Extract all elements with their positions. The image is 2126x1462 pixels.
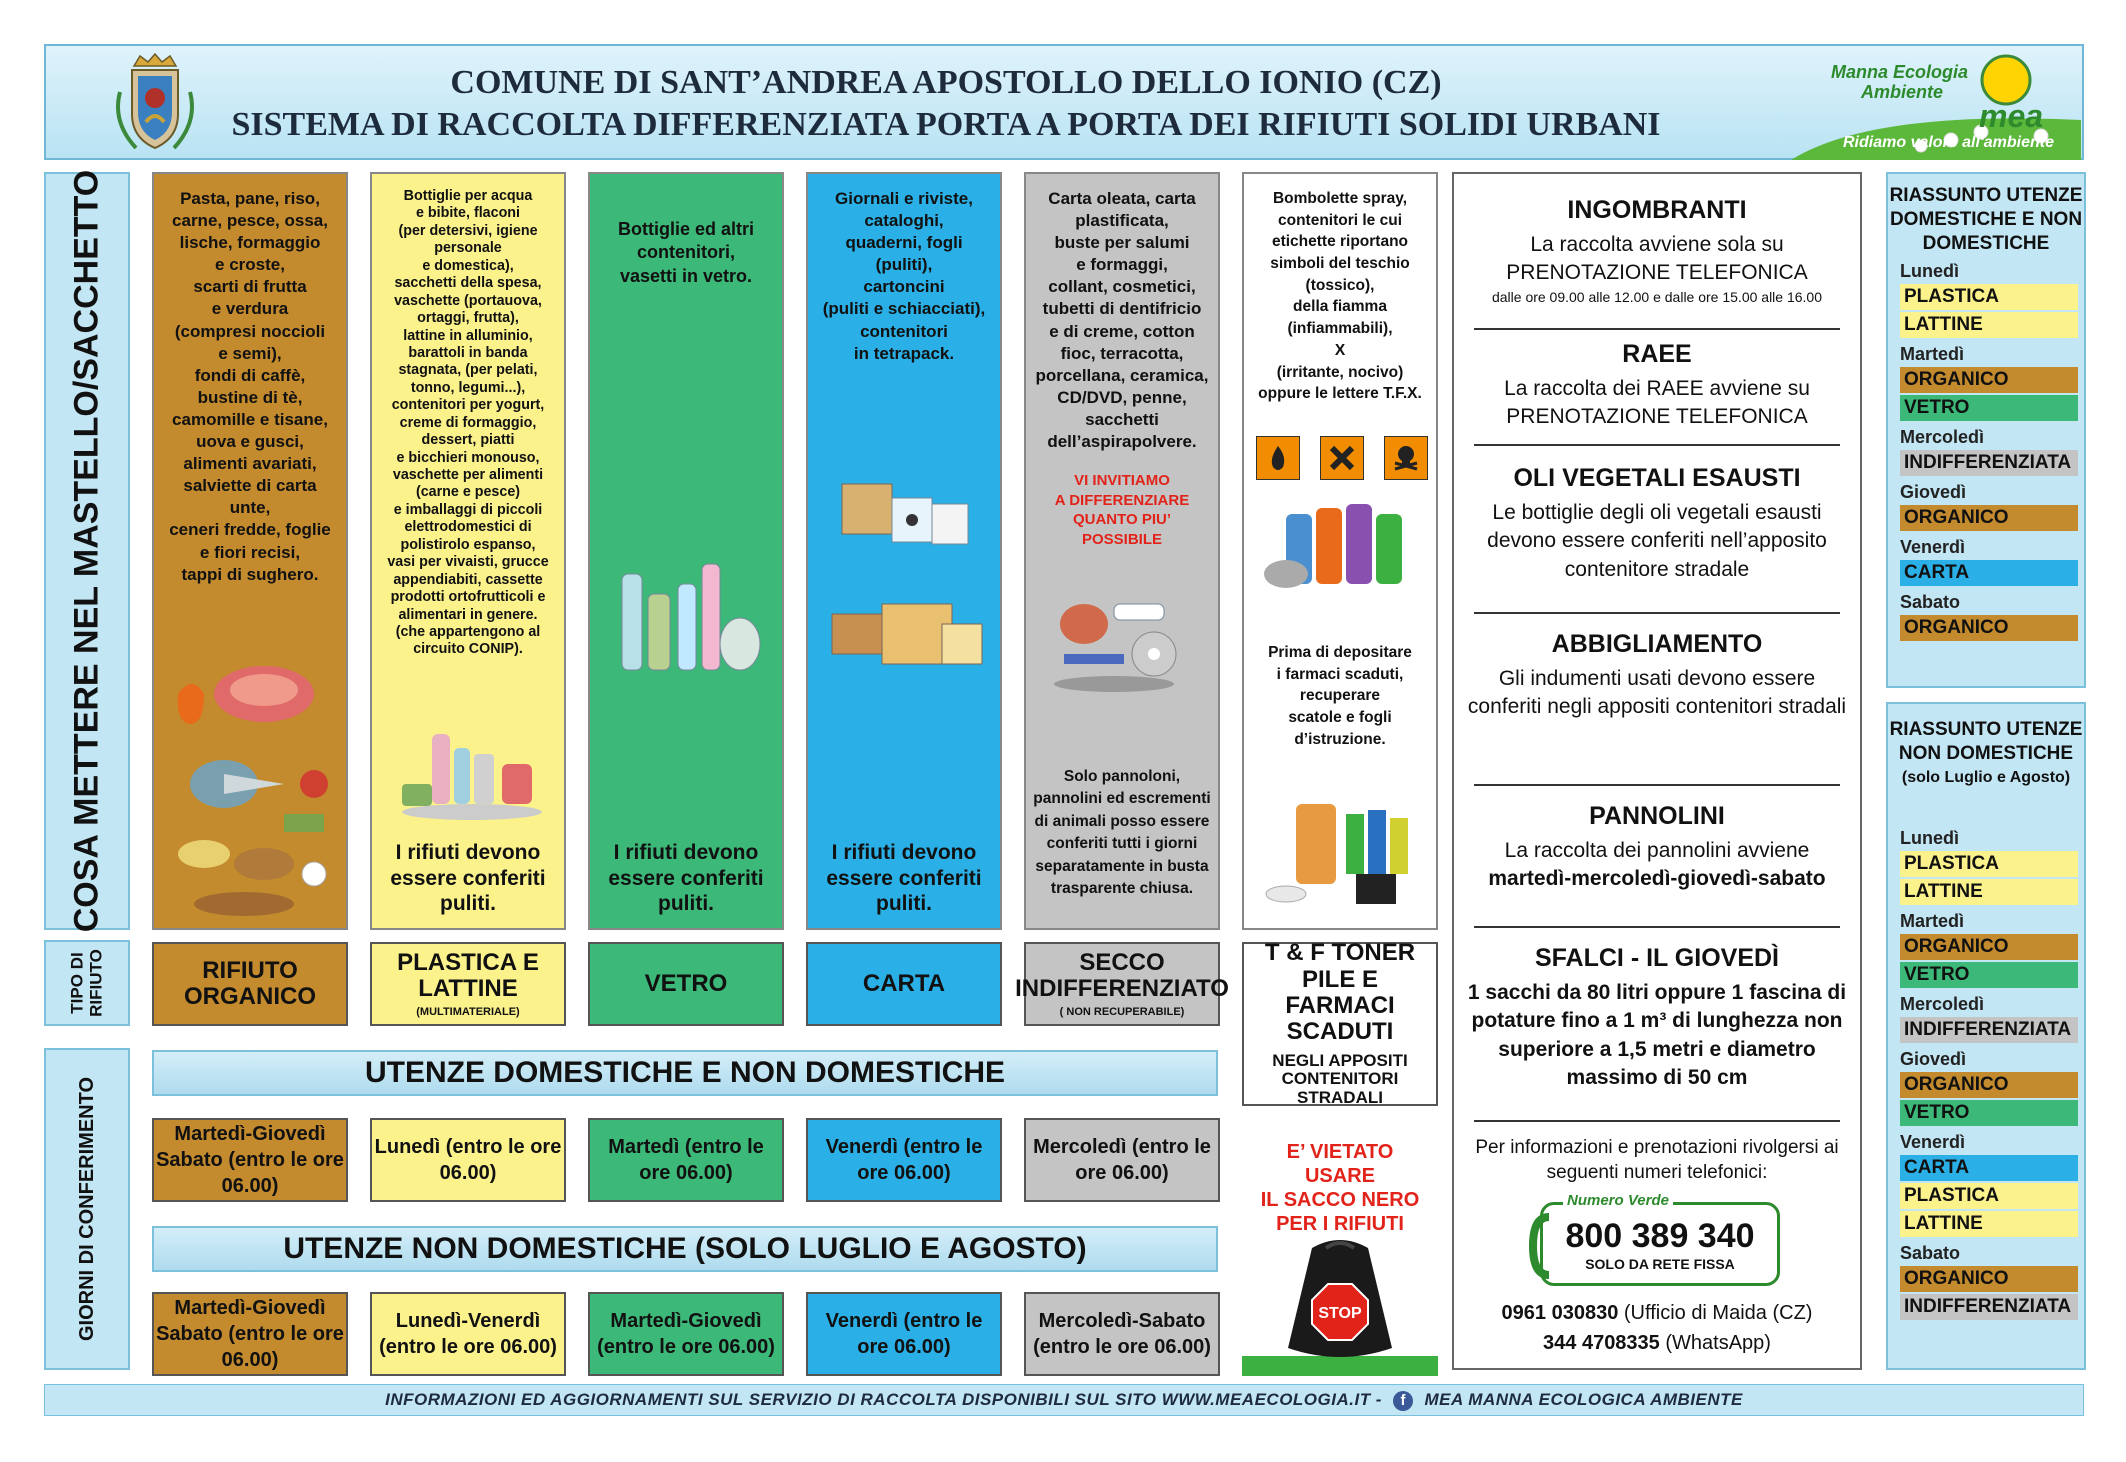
text-line: e domestica),: [422, 257, 514, 274]
text-line: PER I RIFIUTI: [1276, 1213, 1404, 1235]
type-dry-label: SECCO INDIFFERENZIATO: [1015, 948, 1229, 1002]
text-line: E’ VIETATO: [1286, 1141, 1394, 1163]
text-line: stagnata, (per pelati,: [398, 362, 538, 379]
info-divider: [1474, 1120, 1840, 1122]
text-line: simboli del teschio: [1270, 255, 1410, 273]
text-line: alimenti avariati,: [183, 454, 317, 474]
text-line: (carne e pesce): [415, 484, 521, 501]
text-line: buste per salumi: [1054, 233, 1190, 253]
contact-intro: Per informazioni e prenotazioni rivolgersi ai seguenti numeri telefonici:: [1475, 1137, 1839, 1183]
page-title-municipality: COMUNE DI SANT’ANDREA APOSTOLLO DELLO IONIO (CZ): [450, 64, 1442, 101]
brand-slogan: Ridiamo valore all'ambiente: [1843, 134, 2054, 151]
text-line: carne, pesce, ossa,: [172, 211, 328, 231]
summary-waste-bar: PLASTICA: [1900, 851, 2078, 877]
summer-day-dry: Mercoledì-Sabato (entro le ore 06.00): [1024, 1292, 1220, 1376]
text-line: VI INVITIAMO: [1074, 472, 1170, 490]
summary-waste-bar: CARTA: [1900, 560, 2078, 586]
domestic-banner: UTENZE DOMESTICHE E NON DOMESTICHE: [152, 1050, 1218, 1096]
text-line: camomille e tisane,: [172, 409, 328, 429]
raee-text: La raccolta dei RAEE avviene su PRENOTAZIONE TELEFONICA: [1504, 377, 1810, 429]
text-line: tonno, legumi...),: [410, 379, 526, 396]
footer-bar: [44, 1384, 2084, 1416]
text-line: plastificata,: [1075, 211, 1169, 231]
hazard-description: [1252, 188, 1428, 405]
plastic-description: [380, 188, 556, 659]
side-label-waste-type: [44, 940, 130, 1026]
text-line: lattine in alluminio,: [403, 327, 533, 344]
oil-text: Le bottiglie degli oli vegetali esausti devono essere conferiti nell’apposito contenitore stradale: [1487, 501, 1827, 581]
type-glass: [588, 942, 784, 1026]
paper-description: [816, 188, 992, 365]
text-line: tappi di sughero.: [181, 564, 319, 584]
text-line: contenitori per yogurt,: [391, 397, 545, 414]
phone2-number: 344 4708335: [1543, 1332, 1660, 1354]
toll-free-label: Numero Verde: [1563, 1192, 1673, 1209]
phone1-number: 0961 030830: [1501, 1302, 1619, 1324]
hazard-symbols: [1256, 436, 1428, 480]
summary-all-title: RIASSUNTO UTENZE DOMESTICHE E NON DOMESTICHE: [1889, 185, 2083, 254]
text-line: cataloghi,: [864, 211, 944, 231]
info-divider: [1474, 926, 1840, 928]
domestic-day-glass: Martedì (entro le ore 06.00): [588, 1118, 784, 1202]
domestic-day-plastic: Lunedì (entro le ore 06.00): [370, 1118, 566, 1202]
summary-waste-bar: LATTINE: [1900, 312, 2078, 338]
phone2-note: (WhatsApp): [1665, 1332, 1771, 1354]
summary-summer-subtitle: (solo Luglio e Agosto): [1901, 768, 2071, 786]
info-panel: [1452, 172, 1862, 1370]
grass-text: 1 sacchi da 80 litri oppure 1 fascina di potature fino a 1 m³ di lunghezza non superiore a 1,5 metri e diametro massimo di 50 cm: [1467, 981, 1847, 1090]
summary-day-label: Martedì: [1900, 344, 1965, 365]
text-line: vaschette per alimenti: [392, 467, 544, 483]
glass-description: [598, 218, 774, 288]
summary-day-label: Giovedì: [1900, 1048, 1967, 1069]
raee-section: [1464, 340, 1850, 432]
text-line: e bicchieri monouso,: [396, 449, 540, 466]
mea-brand-logo: [1791, 50, 2081, 160]
text-line: elettrodomestici di: [404, 519, 532, 536]
raee-title: RAEE: [1622, 340, 1692, 368]
diapers-days: martedì-mercoledì-giovedì-sabato: [1488, 867, 1826, 891]
summary-waste-bar: INDIFFERENZIATA: [1900, 450, 2078, 476]
text-line: Bombolette spray,: [1272, 190, 1408, 207]
text-line: Solo pannoloni,: [1063, 768, 1181, 785]
summary-summer-users: [1886, 702, 2086, 1370]
black-bag-warning: [1242, 1118, 1438, 1376]
text-line: scatole e fogli: [1288, 709, 1392, 727]
clothes-section: [1464, 630, 1850, 722]
contact-section: [1464, 1136, 1850, 1185]
text-line: (tossico),: [1305, 276, 1375, 294]
text-line: ceneri fredde, foglie: [169, 520, 331, 540]
irritant-x-icon: [1320, 436, 1364, 480]
text-line: lische, formaggio: [179, 233, 321, 253]
type-paper: [806, 942, 1002, 1026]
brand-name-line1: Manna Ecologia: [1831, 62, 1969, 82]
organic-description: [162, 188, 338, 586]
type-organic-label: RIFIUTO ORGANICO: [184, 956, 316, 1010]
clothes-text: Gli indumenti usati devono essere conferiti negli appositi contenitori stradali: [1467, 667, 1847, 719]
summer-day-plastic: Lunedì-Venerdì (entro le ore 06.00): [370, 1292, 566, 1376]
summary-day-label: Martedì: [1900, 910, 1965, 931]
type-plastic-sublabel: (MULTIMATERIALE): [416, 1006, 520, 1019]
text-line: Bottiglie ed altri: [617, 219, 754, 239]
text-line: appendiabiti, cassette: [393, 571, 543, 588]
bulky-hours: dalle ore 09.00 alle 12.00 e dalle ore 15.00 alle 16.00: [1491, 288, 1823, 305]
summary-waste-bar: CARTA: [1900, 1155, 2078, 1181]
text-line: e semi),: [218, 343, 282, 363]
domestic-day-organic: Martedì-Giovedì Sabato (entro le ore 06.00): [152, 1118, 348, 1202]
dry-waste-illustration: [1044, 584, 1204, 694]
text-line: collant, cosmetici,: [1048, 277, 1196, 297]
type-plastic-label: PLASTICA E LATTINE: [397, 948, 539, 1002]
brand-logo-text: mea: [1979, 98, 2044, 134]
text-line: pannolini ed escrementi: [1033, 790, 1211, 808]
text-line: d’istruzione.: [1294, 730, 1386, 748]
summary-waste-bar: ORGANICO: [1900, 1266, 2078, 1292]
text-line: trasparente chiusa.: [1050, 880, 1194, 898]
type-hazardous: [1242, 939, 1438, 1108]
text-line: scarti di frutta: [193, 277, 307, 297]
text-line: tubetti di dentifricio: [1042, 299, 1202, 319]
summary-day-label: Sabato: [1900, 1242, 1961, 1263]
summary-day-label: Lunedì: [1900, 261, 1959, 282]
header-banner: [44, 44, 2084, 160]
summary-waste-bar: ORGANICO: [1900, 615, 2078, 641]
text-line: (compresi noccioli: [174, 321, 326, 341]
organic-food-illustration: [164, 634, 340, 924]
text-line: (che appartengono al: [395, 623, 541, 640]
text-line: fioc, terracotta,: [1060, 343, 1184, 363]
text-line: ortaggi, frutta),: [417, 310, 519, 327]
text-line: contenitori: [860, 321, 948, 341]
text-line: e fiori recisi,: [199, 542, 301, 562]
text-line: dessert, piatti: [421, 432, 515, 449]
summary-day-label: Giovedì: [1900, 482, 1967, 503]
side-label-what-to-put-text: COSA METTERE NEL MASTELLO/SACCHETTO: [67, 169, 106, 933]
type-hazardous-sublabel: NEGLI APPOSITI CONTENITORI STRADALI: [1272, 1050, 1408, 1108]
text-line: e di creme, cotton: [1049, 321, 1195, 341]
text-line: vasi per vivaisti, grucce: [387, 554, 549, 571]
toll-free-badge[interactable]: [1540, 1192, 1780, 1286]
text-line: sacchetti della spesa,: [394, 275, 542, 292]
summary-day-label: Mercoledì: [1900, 427, 1985, 448]
summary-waste-bar: ORGANICO: [1900, 1072, 2078, 1098]
text-line: personale: [434, 240, 502, 257]
text-line: (puliti e schiacciati),: [822, 299, 986, 319]
summer-day-organic: Martedì-Giovedì Sabato (entro le ore 06.00): [152, 1292, 348, 1376]
summary-day-label: Lunedì: [1900, 827, 1959, 848]
paper-cardboard-illustration: [822, 464, 992, 694]
type-hazardous-label: T & F TONER PILE E FARMACI SCADUTI: [1264, 939, 1416, 1046]
summary-waste-bar: VETRO: [1900, 395, 2078, 421]
batteries-medicines-illustration: [1256, 784, 1428, 914]
text-line: conferiti tutti i giorni: [1046, 835, 1198, 853]
column-paper: [806, 172, 1002, 930]
column-plastic: [370, 172, 566, 930]
text-line: vasetti in vetro.: [619, 265, 753, 286]
summer-day-glass: Martedì-Giovedì (entro le ore 06.00): [588, 1292, 784, 1376]
text-line: X: [1334, 341, 1346, 359]
bulky-text: La raccolta avviene sola su PRENOTAZIONE TELEFONICA: [1506, 233, 1808, 285]
side-label-what-to-put: [44, 169, 130, 933]
text-line: vaschette (portauova,: [394, 292, 542, 309]
summary-waste-bar: PLASTICA: [1900, 1183, 2078, 1209]
text-line: Bottiglie per acqua: [403, 188, 533, 204]
dry-diaper-note: [1026, 766, 1218, 901]
type-plastic: [370, 942, 566, 1026]
text-line: in tetrapack.: [853, 343, 955, 363]
oil-title: OLI VEGETALI ESAUSTI: [1513, 464, 1801, 492]
column-dry: [1024, 172, 1220, 930]
info-divider: [1474, 784, 1840, 786]
black-bag-stop-icon: [1242, 1228, 1438, 1376]
column-hazardous: [1242, 172, 1438, 930]
summary-waste-bar: INDIFFERENZIATA: [1900, 1294, 2078, 1320]
type-organic: [152, 942, 348, 1026]
text-line: Pasta, pane, riso,: [180, 189, 320, 208]
domestic-day-paper: Venerdì (entro le ore 06.00): [806, 1118, 1002, 1202]
summer-day-paper: Venerdì (entro le ore 06.00): [806, 1292, 1002, 1376]
spray-cans-illustration: [1256, 494, 1428, 604]
text-line: e imballaggi di piccoli: [393, 501, 543, 518]
side-label-delivery-days: [44, 1048, 130, 1370]
text-line: CD/DVD, penne,: [1057, 387, 1187, 407]
text-line: Giornali e riviste,: [835, 189, 973, 208]
text-line: (infiammabili),: [1287, 320, 1393, 338]
text-line: creme di formaggio,: [399, 414, 537, 431]
footer-website-text[interactable]: INFORMAZIONI ED AGGIORNAMENTI SUL SERVIZIO DI RACCOLTA DISPONIBILI SUL SITO WWW.MEAECOLOGIA.IT -: [385, 1390, 1382, 1409]
side-label-waste-type-line1: TIPO DI: [67, 952, 87, 1014]
text-line: (irritante, nocivo): [1276, 363, 1404, 381]
summer-banner: UTENZE NON DOMESTICHE (SOLO LUGLIO E AGOSTO): [152, 1226, 1218, 1272]
bulky-title: INGOMBRANTI: [1567, 196, 1747, 224]
text-line: cartoncini: [863, 277, 945, 297]
glass-bottles-illustration: [608, 544, 768, 674]
text-line: barattoli in banda: [408, 344, 528, 361]
summary-day-label: Mercoledì: [1900, 993, 1985, 1014]
column-organic: [152, 172, 348, 930]
text-line: e croste,: [215, 255, 285, 275]
summary-waste-bar: ORGANICO: [1900, 934, 2078, 960]
brand-name-line2: Ambiente: [1861, 82, 1944, 102]
text-line: QUANTO PIU’ POSSIBILE: [1072, 511, 1172, 548]
text-line: circuito CONIP).: [413, 641, 523, 658]
grass-section: [1464, 944, 1850, 1092]
stop-sign-label: STOP: [1318, 1305, 1362, 1322]
text-line: alimentari in genere.: [398, 606, 538, 623]
text-line: di animali posso essere: [1034, 812, 1210, 830]
column-glass: [588, 172, 784, 930]
summary-day-label: Venerdì: [1900, 1131, 1966, 1152]
text-line: salviette di carta unte,: [183, 476, 317, 518]
text-line: USARE: [1304, 1165, 1375, 1187]
domestic-day-dry: Mercoledì (entro le ore 06.00): [1024, 1118, 1220, 1202]
info-divider: [1474, 328, 1840, 330]
text-line: dell’aspirapolvere.: [1047, 432, 1197, 452]
glass-clean-note: I rifiuti devono essere conferiti puliti.: [608, 841, 764, 915]
plastic-bottles-illustration: [392, 724, 552, 824]
summary-waste-bar: ORGANICO: [1900, 367, 2078, 393]
text-line: contenitori,: [637, 242, 735, 263]
info-divider: [1474, 444, 1840, 446]
oil-section: [1464, 464, 1850, 584]
summary-waste-bar: INDIFFERENZIATA: [1900, 1017, 2078, 1043]
text-line: e verdura: [211, 299, 289, 319]
text-line: prodotti ortofrutticoli e: [390, 589, 546, 606]
side-label-delivery-days-text: GIORNI DI CONFERIMENTO: [76, 1076, 98, 1342]
phone1-note: (Ufficio di Maida (CZ): [1623, 1302, 1813, 1324]
text-line: etichette riportano: [1271, 233, 1409, 251]
type-dry: [1015, 942, 1229, 1026]
text-line: sacchetti: [1085, 409, 1159, 429]
summary-waste-bar: LATTINE: [1900, 1211, 2078, 1237]
text-line: IL SACCO NERO: [1260, 1189, 1420, 1211]
flammable-icon: [1256, 436, 1300, 480]
type-glass-label: VETRO: [644, 969, 728, 997]
page-title-system: SISTEMA DI RACCOLTA DIFFERENZIATA PORTA A PORTA DEI RIFIUTI SOLIDI URBANI: [231, 106, 1661, 143]
text-line: della fiamma: [1293, 298, 1387, 316]
text-line: uova e gusci,: [196, 432, 304, 452]
summary-waste-bar: LATTINE: [1900, 879, 2078, 905]
text-line: e bibite, flaconi: [415, 205, 521, 222]
text-line: A DIFFERENZIARE: [1054, 491, 1190, 509]
toll-free-number: 800 389 340: [1565, 1217, 1755, 1255]
phone-handset-icon: [1529, 1213, 1555, 1279]
type-paper-label: CARTA: [862, 969, 946, 997]
phone-line-1[interactable]: [1454, 1302, 1860, 1325]
text-line: Prima di depositare: [1268, 644, 1412, 661]
text-line: (per detersivi, igiene: [398, 222, 538, 239]
text-line: quaderni, fogli (puliti),: [845, 233, 963, 275]
paper-clean-note: I rifiuti devono essere conferiti puliti.: [826, 841, 982, 915]
pharma-note: [1244, 642, 1436, 750]
phone-line-2[interactable]: [1454, 1332, 1860, 1355]
summary-day-label: Venerdì: [1900, 537, 1966, 558]
summary-all-users: [1886, 172, 2086, 688]
text-line: fondi di caffè,: [194, 365, 306, 385]
toxic-skull-icon: [1384, 436, 1428, 480]
footer-facebook-text[interactable]: MEA MANNA ECOLOGICA AMBIENTE: [1424, 1390, 1743, 1409]
diapers-text: La raccolta dei pannolini avviene: [1504, 839, 1810, 862]
text-line: i farmaci scaduti,: [1276, 665, 1404, 683]
text-line: bustine di tè,: [197, 387, 303, 407]
text-line: e formaggi,: [1076, 255, 1168, 275]
summary-summer-title: RIASSUNTO UTENZE NON DOMESTICHE: [1889, 719, 2083, 764]
text-line: porcellana, ceramica,: [1035, 365, 1209, 385]
black-bag-warning-text: [1242, 1140, 1438, 1236]
summary-all-days: [1888, 261, 2084, 641]
clothes-title: ABBIGLIAMENTO: [1551, 630, 1763, 658]
diapers-title: PANNOLINI: [1589, 802, 1725, 830]
type-dry-sublabel: ( NON RECUPERABILE): [1059, 1006, 1185, 1019]
summary-waste-bar: PLASTICA: [1900, 284, 2078, 310]
summary-summer-days: [1888, 828, 2084, 1320]
text-line: separatamente in busta: [1035, 857, 1209, 875]
diapers-section: [1464, 802, 1850, 894]
text-line: oppure le lettere T.F.X.: [1258, 385, 1422, 403]
text-line: recuperare: [1299, 687, 1381, 705]
text-line: polistirolo espanso,: [400, 536, 536, 553]
side-label-waste-type-line2: RIFIUTO: [86, 949, 105, 1017]
summary-waste-bar: VETRO: [1900, 1100, 2078, 1126]
toll-free-note: SOLO DA RETE FISSA: [1585, 1256, 1735, 1272]
grass-title: SFALCI - IL GIOVEDÌ: [1534, 944, 1779, 972]
text-line: Carta oleata, carta: [1048, 189, 1196, 208]
dry-invite-message: [1034, 471, 1210, 549]
summary-waste-bar: ORGANICO: [1900, 505, 2078, 531]
info-divider: [1474, 612, 1840, 614]
text-line: contenitori le cui: [1277, 211, 1402, 229]
plastic-clean-note: I rifiuti devono essere conferiti puliti.: [390, 841, 546, 915]
bulky-section: [1464, 196, 1850, 307]
facebook-icon[interactable]: f: [1393, 1391, 1413, 1411]
summary-waste-bar: VETRO: [1900, 962, 2078, 988]
dry-description: [1034, 188, 1210, 453]
summary-day-label: Sabato: [1900, 592, 1961, 613]
